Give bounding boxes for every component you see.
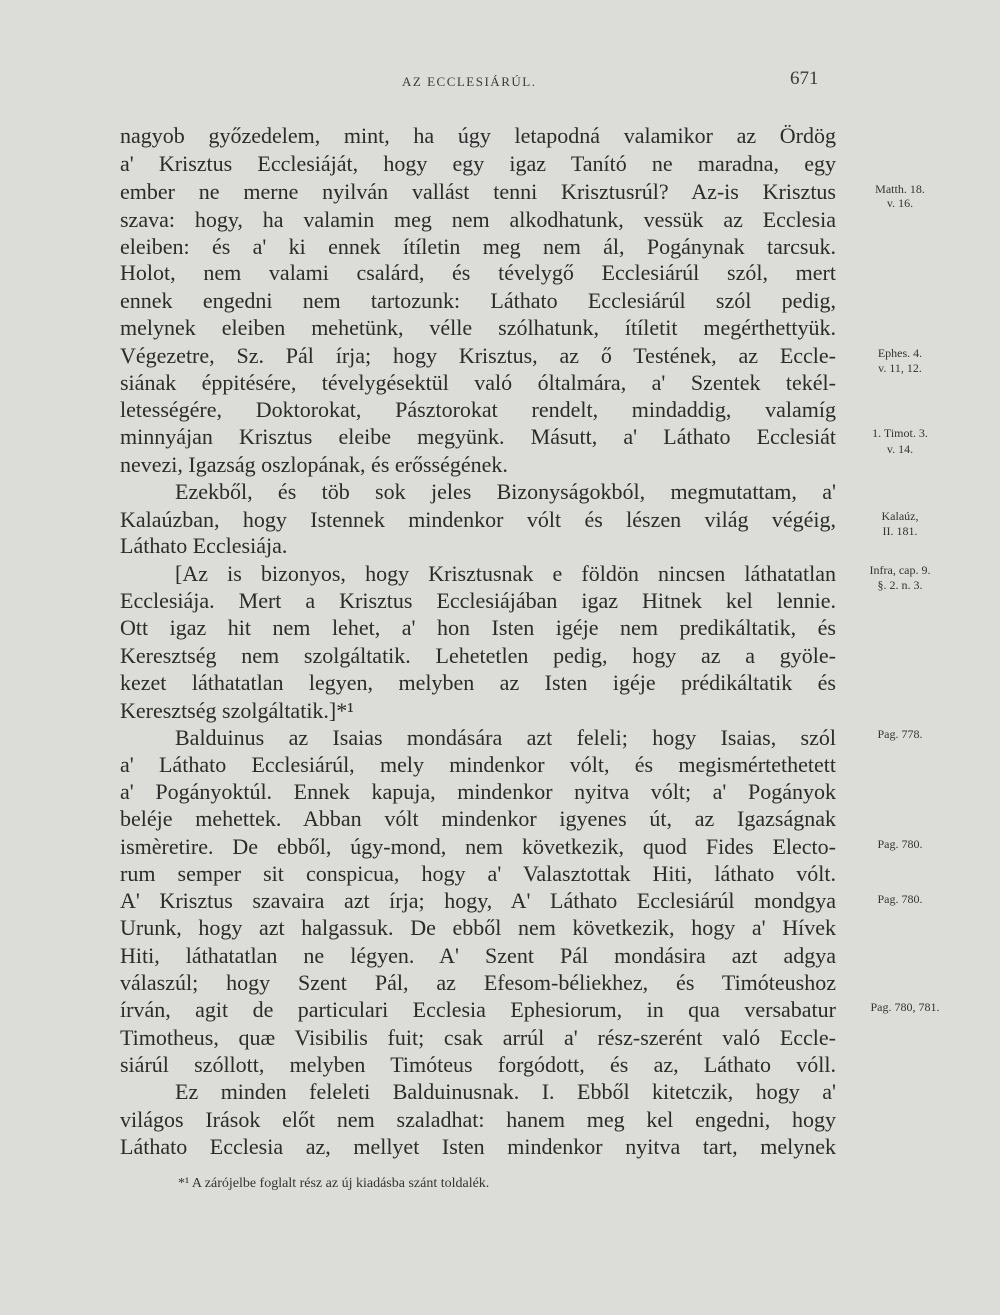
text-line: eleiben: és a' ki ennek ítíletin meg nem ál, Pogánynak tarcsuk.	[120, 234, 836, 259]
text-line: rum semper sit conspicua, hogy a' Valasztottak Hiti, láthato vólt.	[120, 861, 836, 886]
margin-note: §. 2. n. 3.	[877, 578, 923, 592]
margin-note: Ephes. 4.	[877, 346, 923, 360]
text-line: A' Krisztus szavaira azt írja; hogy, A' Láthato Ecclesiárúl mondgya	[120, 888, 836, 913]
text-line: siárúl szóllott, melyben Timóteus forgódott, és az, Láthato vóll.	[120, 1052, 836, 1077]
text-line: beléje mehettek. Abban vólt mindenkor igyenes út, az Igazságnak	[120, 806, 836, 831]
text-line: a' Krisztus Ecclesiáját, hogy egy igaz Tanító ne maradna, egy	[120, 151, 836, 176]
text-line: Holot, nem valami csalárd, és tévelygő Ecclesiárúl szól, mert	[120, 260, 836, 285]
text-line: letességére, Doktorokat, Pásztorokat rendelt, mindaddig, valamíg	[120, 397, 836, 422]
text-line: írván, agit de particulari Ecclesia Ephesiorum, in qua versabatur	[120, 997, 836, 1022]
text-line: nevezi, Igazság oszlopának, és erősségének.	[120, 452, 508, 477]
text-line: világos Irások előt nem szaladhat: hanem meg kel engedni, hogy	[120, 1107, 836, 1132]
text-line: Láthato Ecclesia az, mellyet Isten mindenkor nyitva tart, melynek	[120, 1134, 836, 1159]
text-line: Ezekből, és töb sok jeles Bizonyságokból, megmutattam, a'	[175, 479, 836, 504]
text-line: Urunk, hogy azt halgassuk. De ebből nem következik, hogy a' Hívek	[120, 915, 836, 940]
margin-note: Pag. 780.	[877, 892, 923, 906]
text-line: a' Pogányoktúl. Ennek kapuja, mindenkor nyitva vólt; a' Pogányok	[120, 779, 836, 804]
text-line: a' Láthato Ecclesiárúl, mely mindenkor vólt, és megismértethetett	[120, 752, 836, 777]
text-line: Hiti, láthatatlan ne légyen. A' Szent Pál mondásira azt adgya	[120, 943, 836, 968]
text-line: nagyob győzedelem, mint, ha úgy letapodná valamikor az Ördög	[120, 123, 836, 148]
text-line: Ez minden feleleti Balduinusnak. I. Ebből kitetczik, hogy a'	[175, 1079, 836, 1104]
margin-note: Matth. 18.	[875, 182, 925, 196]
text-line: [Az is bizonyos, hogy Krisztusnak e földön nincsen láthatatlan	[175, 561, 836, 586]
margin-note: Pag. 780, 781.	[870, 1000, 940, 1014]
margin-note: Pag. 778.	[877, 727, 923, 741]
margin-note: Infra, cap. 9.	[869, 563, 931, 577]
text-line: Keresztség nem szolgáltatik. Lehetetlen pedig, hogy az a gyöle-	[120, 643, 836, 668]
margin-note: II. 181.	[882, 524, 918, 538]
margin-note: Pag. 780.	[877, 837, 923, 851]
margin-note: v. 14.	[886, 442, 914, 456]
text-line: siának éppitésére, tévelygésektül való óltalmára, a' Szentek tekél-	[120, 370, 836, 395]
text-line: ember ne merne nyilván vallást tenni Krisztusrúl? Az-is Krisztus	[120, 179, 836, 204]
text-line: ismèretire. De ebből, úgy-mond, nem következik, quod Fides Electo-	[120, 834, 836, 859]
text-line: szava: hogy, ha valamin meg nem alkodhatunk, vessük az Ecclesia	[120, 207, 836, 232]
footnote: *¹ A zárójelbe foglalt rész az új kiadásba szánt toldalék.	[178, 1176, 490, 1191]
text-line: minnyájan Krisztus eleibe megyünk. Másutt, a' Láthato Ecclesiát	[120, 424, 836, 449]
text-line: Ecclesiája. Mert a Krisztus Ecclesiájában igaz Hitnek kel lennie.	[120, 588, 836, 613]
text-line: Timotheus, quæ Visibilis fuit; csak arrúl a' rész-szerént való Eccle-	[120, 1025, 836, 1050]
margin-note: v. 11, 12.	[878, 361, 922, 375]
text-line: Keresztség szolgáltatik.]*¹	[120, 698, 354, 723]
margin-note: v. 16.	[886, 196, 914, 210]
text-line: Ott igaz hit nem lehet, a' hon Isten igéje nem predikáltatik, és	[120, 615, 836, 640]
text-line: Balduinus az Isaias mondására azt feleli; hogy Isaias, szól	[175, 725, 836, 750]
text-line: kezet láthatatlan legyen, melyben az Isten igéje prédikáltatik és	[120, 670, 836, 695]
text-line: válaszúl; hogy Szent Pál, az Efesom-béliekhez, és Timóteushoz	[120, 970, 836, 995]
text-line: ennek engedni nem tartozunk: Láthato Ecclesiárúl szól pedig,	[120, 288, 836, 313]
margin-note: 1. Timot. 3.	[872, 426, 928, 440]
page-number: 671	[790, 68, 819, 89]
text-line: Kalaúzban, hogy Istennek mindenkor vólt és lészen világ végéig,	[120, 507, 836, 532]
text-line: Láthato Ecclesiája.	[120, 533, 288, 558]
text-line: Végezetre, Sz. Pál írja; hogy Krisztus, az ő Testének, az Eccle-	[120, 343, 836, 368]
text-line: melynek eleiben mehetünk, vélle szólhatunk, ítíletit megérthettyük.	[120, 315, 836, 340]
running-head: AZ ECCLESIÁRÚL.	[402, 74, 537, 89]
margin-note: Kalaúz,	[881, 509, 919, 523]
